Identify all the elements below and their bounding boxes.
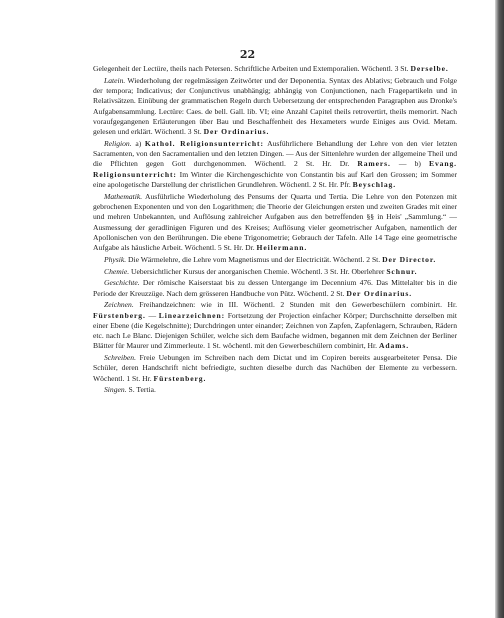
- paragraph-text: Freihandzeichnen: wie in III. Wöchentl. 2 Stunden mit den Gewerbeschülern combinirt. Hr.: [133, 300, 457, 310]
- paragraph: [93, 353, 457, 384]
- section-heading: Zeichnen.: [104, 300, 134, 310]
- spaced-name: Heilermann.: [256, 243, 308, 253]
- paragraph-text: Freie Uebungen im Schreiben nach dem Dictat und im Copiren bereits ausgearbeiteter Pensa. Die Schüler, deren Handschrift nicht befriedigte, suchten dieselbe durch das Nachüben der Elemente zu verbessern. Wöchentl. 1 St. Hr.: [93, 353, 457, 383]
- paragraph: [93, 385, 457, 395]
- spaced-name: Der Ordinarius.: [346, 288, 413, 298]
- paragraph-text: —: [145, 310, 159, 320]
- paragraph-text: — b): [390, 159, 429, 169]
- section-heading: Schreiben.: [104, 353, 136, 363]
- paragraph: [93, 278, 457, 299]
- paragraph-text: Wiederholung der regelmässigen Zeitwörter und der Deponentia. Syntax des Ablativs; Gebrauch und Folge der tempora; Indicativus; der Conjunctivus unabhängig; abhängig von Conjunctionen, nach Fragepartikeln und in Relativsätzen. Einübung der grammatischen Regeln durch Uebersetzung der entsprechenden Paragraphen aus Dronke's Aufgabensammlung. Lectüre: Caes. de bell. Gall. lib. VI; eine Anzahl Capitel theils retrovertirt, theils memorirt. Nach voraufgegangenen Erläuterungen über Bau und Beschaffenheit des Hexameters wurde Einiges aus Ovid. Metam. gelesen und erklärt. Wöchentl. 3 St.: [93, 75, 457, 137]
- spaced-name: Der Ordinarius.: [203, 127, 270, 137]
- section-heading: Latein.: [104, 75, 126, 85]
- body-text: [93, 64, 457, 397]
- spaced-name: Beyschlag.: [352, 180, 397, 190]
- paragraph-text: Der römische Kaiserstaat bis zu dessen Untergange im Decennium 476. Das Mittelalter bis in die Periode der Kreuzzüge. Nach dem grösseren Handbuche von Pütz. Wöchentl. 2 St.: [93, 278, 457, 298]
- spaced-name: Schnur.: [386, 266, 418, 276]
- scan-edge-shadow: [495, 0, 504, 618]
- spaced-name: Evang. Religionsunterricht:: [93, 159, 457, 179]
- spaced-name: Kathol. Religionsunterricht:: [144, 138, 264, 148]
- section-heading: Physik.: [104, 254, 127, 264]
- paragraph-text: Ausführlichere Behandlung der Lehre von den vier letzten Sacramenten, von den Sacramentalien und den letzten Dingen. — Aus der Sittenlehre wurden der allgemeine Theil und die Pflichten gegen Gott durchgenommen. Wöchentl. 2 St. Hr. Dr.: [93, 138, 457, 169]
- spaced-name: Ramers.: [357, 159, 391, 169]
- spaced-name: Der Director.: [382, 254, 437, 264]
- spaced-name: Adams.: [378, 341, 410, 351]
- paragraph: [93, 300, 457, 351]
- paragraph-text: a): [131, 138, 145, 148]
- paragraph: [93, 255, 457, 265]
- paragraph-text: Ausführliche Wiederholung des Pensums der Quarta und Tertia. Die Lehre von den Potenzen mit gebrochenen Exponenten und von den Logarithmen; die Theorie der Gleichungen ersten und zweiten Grades mit einer und mehren Unbekannten, und Auflösung zahlreicher Aufgaben aus den betreffenden §§ in Heis' „Sammlung.“ — Ausmessung der geradlinigen Figuren und des Kreises; Auflösung vieler geometrischer Aufgaben, namentlich der Apollonischen von den Berührungen. Die ebene Trigonometrie; Gebrauch der Tafeln. Alle 14 Tage eine geometrische Aufgabe als häusliche Arbeit. Wöchentl. 5 St. Hr. Dr.: [93, 191, 457, 253]
- paragraph: [93, 192, 457, 254]
- section-heading: Chemie.: [104, 266, 130, 276]
- section-heading: Geschichte.: [104, 278, 140, 288]
- paragraph-text: Die Wärmelehre, die Lehre vom Magnetismus und der Electricität. Wöchentl. 2 St.: [126, 254, 383, 264]
- spaced-name: Linearzeichnen:: [158, 310, 225, 320]
- paragraph-text: Fortsetzung der Projection einfacher Körper; Durchschnitte derselben mit einer Ebene (die Kegelschnitte); Durchdringen unter einander; Zeichnen von Zapfen, Zapfenlagern, Schrauben, Rädern etc. nach Le Blanc. Diejenigen Schüler, welche sich dem Baufache widmen, begannen mit dem Zeichnen der Berliner Blätter für Maurer und Zimmerleute. 1 St. wöchentl. mit den Gewerbeschülern combinirt, Hr.: [93, 310, 457, 351]
- section-heading: Religion.: [104, 138, 132, 148]
- paragraph: [93, 267, 457, 277]
- page-number: 22: [239, 48, 256, 61]
- spaced-name: Fürstenberg.: [153, 373, 207, 383]
- paragraph: [93, 139, 457, 190]
- paragraph-text: Im Winter die Kirchengeschichte von Constantin bis auf Karl den Grossen; im Sommer eine apologetische Darstellung der christlichen Grundlehren. Wöchentl. 2 St. Hr. Pfr.: [93, 169, 457, 190]
- section-heading: Mathematik.: [104, 191, 143, 201]
- paragraph-text: S. Tertia.: [126, 385, 156, 395]
- paragraph: [93, 64, 457, 74]
- spaced-name: Derselbe.: [410, 64, 449, 73]
- section-heading: Singen.: [104, 385, 127, 395]
- spaced-name: Fürstenberg.: [93, 310, 146, 320]
- paragraph-text: Uebersichtlicher Kursus der anorganischen Chemie. Wöchentl. 3 St. Hr. Oberlehrer: [129, 266, 387, 276]
- paragraph-text: Gelegenheit der Lectüre, theils nach Petersen. Schriftliche Arbeiten und Extemporalien. Wöchentl. 3 St.: [93, 64, 411, 73]
- paragraph: [93, 76, 457, 138]
